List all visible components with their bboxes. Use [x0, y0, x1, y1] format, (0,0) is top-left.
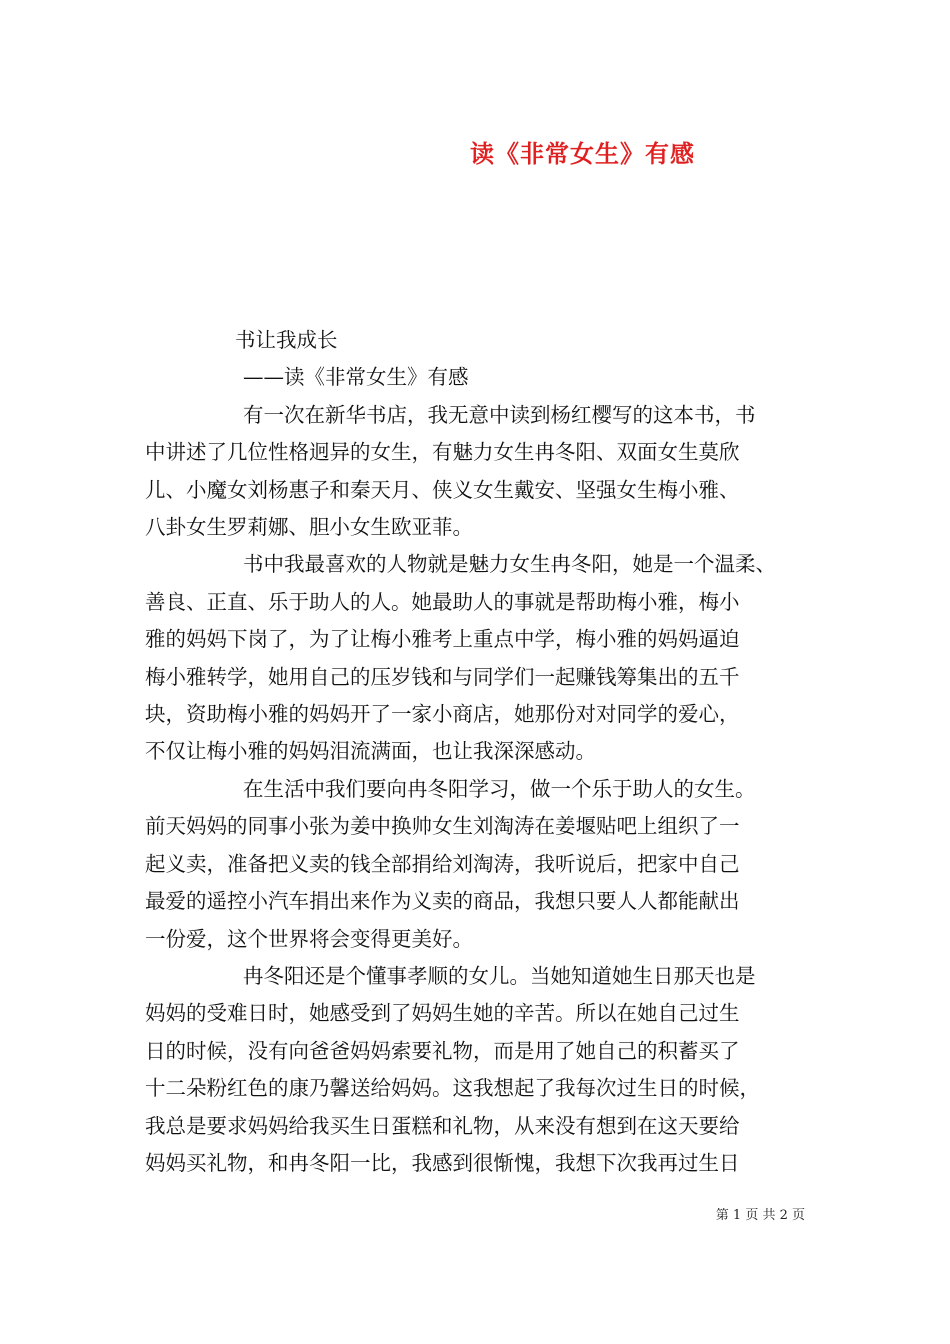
paragraph-4-line-1: 冉冬阳还是个懂事孝顺的女儿。当她知道她生日那天也是 — [243, 963, 756, 988]
paragraph-3-line-4: 最爱的遥控小汽车捐出来作为义卖的商品，我想只要人人都能献出 — [145, 889, 740, 914]
essay-subheading: ——读《非常女生》有感 — [243, 365, 469, 390]
document-title: 读《非常女生》有感 — [470, 140, 695, 168]
paragraph-1-line-3: 儿、小魔女刘杨惠子和秦天月、侠义女生戴安、坚强女生梅小雅、 — [145, 477, 740, 502]
paragraph-4-line-3: 日的时候，没有向爸爸妈妈索要礼物，而是用了她自己的积蓄买了 — [145, 1038, 740, 1063]
paragraph-2-line-4: 梅小雅转学，她用自己的压岁钱和与同学们一起赚钱筹集出的五千 — [145, 664, 740, 689]
paragraph-4-line-6: 妈妈买礼物，和冉冬阳一比，我感到很惭愧，我想下次我再过生日 — [145, 1150, 740, 1175]
paragraph-3-line-3: 起义卖，准备把义卖的钱全部捐给刘淘涛，我听说后，把家中自己 — [145, 851, 740, 876]
paragraph-2-line-2: 善良、正直、乐于助人的人。她最助人的事就是帮助梅小雅，梅小 — [145, 589, 740, 614]
paragraph-4-line-5: 我总是要求妈妈给我买生日蛋糕和礼物，从来没有想到在这天要给 — [145, 1113, 740, 1138]
document-body — [145, 322, 813, 1182]
paragraph-4-line-2: 妈妈的受难日时，她感受到了妈妈生她的辛苦。所以在她自己过生 — [145, 1001, 740, 1026]
paragraph-4-line-4: 十二朵粉红色的康乃馨送给妈妈。这我想起了我每次过生日的时候， — [145, 1076, 760, 1101]
paragraph-1-line-4: 八卦女生罗莉娜、胆小女生欧亚菲。 — [145, 515, 473, 540]
paragraph-1-line-2: 中讲述了几位性格迥异的女生，有魅力女生冉冬阳、双面女生莫欣 — [145, 440, 740, 465]
paragraph-1-line-1: 有一次在新华书店，我无意中读到杨红樱写的这本书，书 — [243, 402, 756, 427]
paragraph-3-line-2: 前天妈妈的同事小张为姜中换帅女生刘淘涛在姜堰贴吧上组织了一 — [145, 814, 740, 839]
paragraph-2-line-3: 雅的妈妈下岗了，为了让梅小雅考上重点中学，梅小雅的妈妈逼迫 — [145, 627, 740, 652]
paragraph-2-line-5: 块，资助梅小雅的妈妈开了一家小商店，她那份对对同学的爱心， — [145, 702, 740, 727]
paragraph-2-line-6: 不仅让梅小雅的妈妈泪流满面，也让我深深感动。 — [145, 739, 596, 764]
page-number-footer: 第 1 页 共 2 页 — [715, 1208, 805, 1223]
paragraph-2-line-1: 书中我最喜欢的人物就是魅力女生冉冬阳，她是一个温柔、 — [243, 552, 776, 577]
paragraph-3-line-1: 在生活中我们要向冉冬阳学习，做一个乐于助人的女生。 — [243, 776, 756, 801]
paragraph-3-line-5: 一份爱，这个世界将会变得更美好。 — [145, 926, 473, 951]
essay-heading: 书让我成长 — [235, 328, 338, 352]
